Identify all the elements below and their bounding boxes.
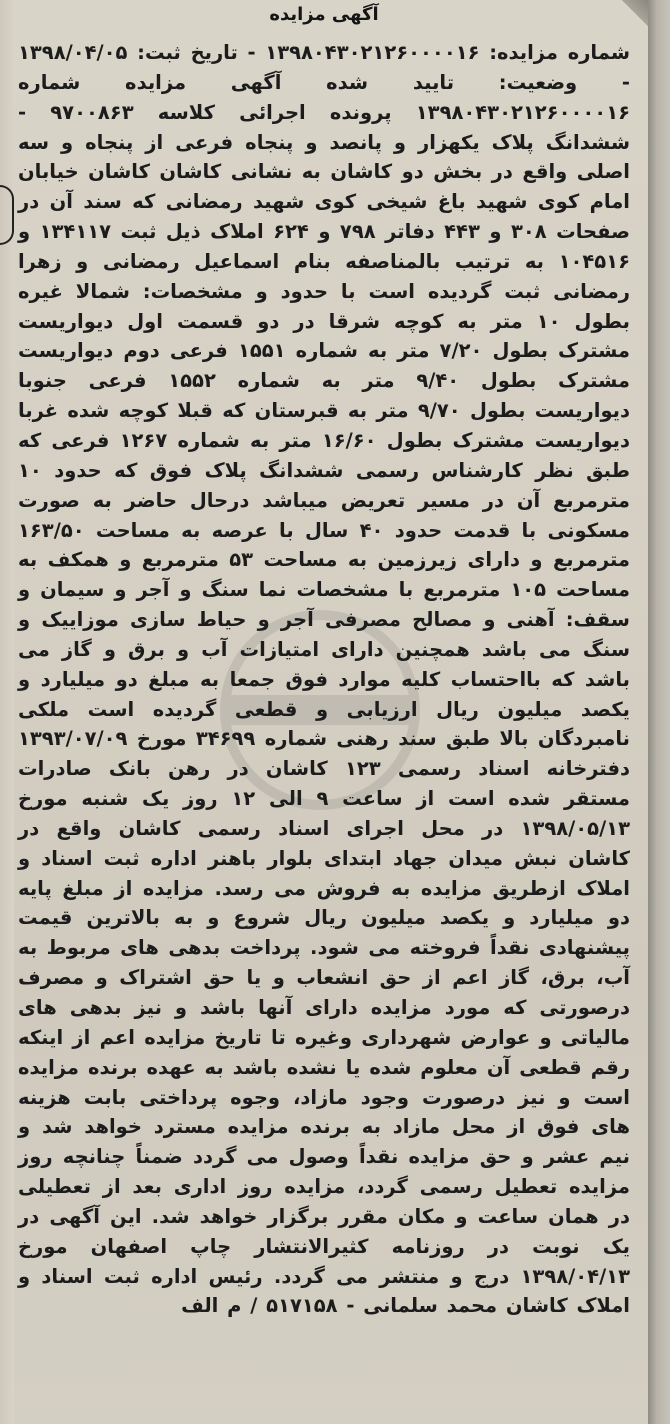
paper-fold-corner: [622, 0, 648, 26]
notice-body: شماره مزایده: ۱۳۹۸۰۴۳۰۲۱۲۶۰۰۰۰۱۶ - تاریخ ثبت: ۱۳۹۸/۰۴/۰۵ - وضعیت: تایید شده آگهی مزایده شماره ۱۳۹۸۰۴۳۰۲۱۲۶۰۰۰۰۱۶ پرونده اجرائی کلاسه ۹۷۰۰۸۶۳ - ششدانگ پلاک یکهزار و پانصد و پنجاه فرعی از پنجاه و سه اصلی واقع در بخش دو کاشان به نشانی کاشان کاشان خیابان امام کوی شهید باغ شیخی کوی شهید رمضانی که سند آن در صفحات ۳۰۸ و ۴۴۳ دفاتر ۷۹۸ و ۶۲۴ املاک ذیل ثبت ۱۳۴۱۱۷ و ۱۰۴۵۱۶ به ترتیب بالمناصفه بنام اسماعیل رمضانی و زهرا رمضانی ثبت گردیده است با حدود و مشخصات: شمالا غیره بطول ۱۰ متر به کوچه شرقا در دو قسمت اول دیواریست مشترک بطول ۷/۲۰ متر به شماره ۱۵۵۱ فرعی دوم دیواریست مشترک بطول ۹/۴۰ متر به شماره ۱۵۵۲ فرعی جنوبا دیواریست بطول ۹/۷۰ متر به قبرستان که قبلا کوچه شده غربا دیواریست مشترک بطول ۱۶/۶۰ متر به شماره ۱۲۶۷ فرعی که طبق نظر کارشناس رسمی ششدانگ پلاک فوق که حدود ۱۰ مترمربع آن در مسیر تعریض میباشد درحال حاضر به صورت مسکونی با قدمت حدود ۴۰ سال با عرصه به مساحت ۱۶۳/۵۰ مترمربع و دارای زیرزمین به مساحت ۵۳ مترمربع و همکف به مساحت ۱۰۵ مترمربع با مشخصات نما سنگ و آجر و سیمان و سقف: آهنی و مصالح مصرفی آجر و حیاط سازی موزاییک و سنگ می باشد همچنین دارای امتیازات آب و برق و گاز می باشد که بااحتساب کلیه موارد فوق جمعا به مبلغ دو میلیارد و یکصد میلیون ریال ارزیابی و قطعی گردیده است ملکی نامبردگان بالا طبق سند رهنی شماره ۳۴۶۹۹ مورخ ۱۳۹۳/۰۷/۰۹ دفترخانه اسناد رسمی ۱۲۳ کاشان در رهن بانک صادرات مستقر شده است از ساعت ۹ الی ۱۲ روز یک شنبه مورخ ۱۳۹۸/۰۵/۱۳ در محل اجرای اسناد رسمی کاشان واقع در کاشان نبش میدان جهاد ابتدای بلوار باهنر اداره ثبت اسناد و املاک ازطریق مزایده به فروش می رسد. مزایده از مبلغ پایه دو میلیارد و یکصد میلیون ریال شروع و به بالاترین قیمت پیشنهادی نقداً فروخته می شود. پرداخت بدهی های مربوط به آب، برق، گاز اعم از حق انشعاب و یا حق اشتراک و مصرف درصورتی که مورد مزایده دارای آنها باشد و نیز بدهی های مالیاتی و عوارض شهرداری وغیره تا تاریخ مزایده اعم از اینکه رقم قطعی آن معلوم شده یا نشده باشد به عهده برنده مزایده است و نیز درصورت وجود مازاد، وجوه پرداختی بابت هزینه های فوق از محل مازاد به برنده مزایده مسترد خواهد شد و نیم عشر و حق مزایده نقداً وصول می گردد ضمناً چنانچه روز مزایده تعطیل رسمی گردد، مزایده روز اداری بعد از تعطیلی در همان ساعت و مکان مقرر برگزار خواهد شد. این آگهی در یک نوبت در روزنامه کثیرالانتشار چاپ اصفهان مورخ ۱۳۹۸/۰۴/۱۳ درج و منتشر می گردد. رئیس اداره ثبت اسناد و املاک کاشان محمد سلمانی - ۵۱۷۱۵۸ / م الف: [18, 41, 631, 1318]
margin-mark: [0, 185, 14, 245]
page-edge-right: [648, 0, 670, 1424]
notice-title: آگهی مزایده: [269, 4, 379, 25]
